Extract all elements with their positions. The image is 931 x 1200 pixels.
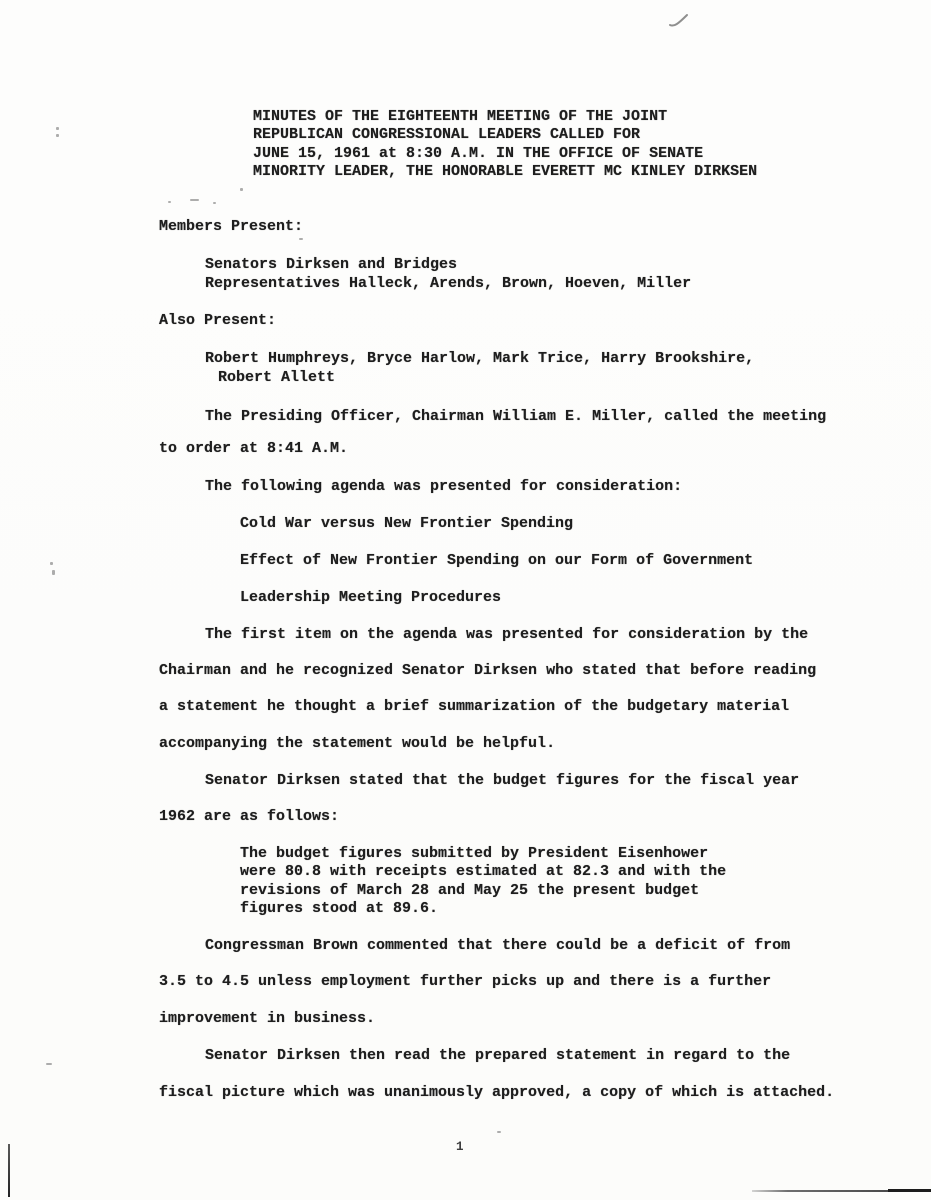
members-present-label: Members Present: <box>159 218 304 235</box>
scan-speck <box>240 188 243 191</box>
scan-speck <box>299 238 303 240</box>
paragraph-line: improvement in business. <box>159 1010 376 1027</box>
header-line: JUNE 15, 1961 at 8:30 A.M. IN THE OFFICE OF SENATE <box>253 145 704 162</box>
agenda-intro-line: The following agenda was presented for consideration: <box>205 478 683 495</box>
agenda-item: Effect of New Frontier Spending on our Form of Government <box>240 552 754 569</box>
header-line: MINUTES OF THE EIGHTEENTH MEETING OF THE JOINT <box>253 108 668 125</box>
budget-quote-line: were 80.8 with receipts estimated at 82.3 and with the <box>240 863 727 880</box>
paragraph-line: 1962 are as follows: <box>159 808 340 825</box>
scan-speck <box>56 134 59 137</box>
budget-quote-line: The budget figures submitted by President Eisenhower <box>240 845 709 862</box>
budget-quote-line: figures stood at 89.6. <box>240 900 439 917</box>
scan-speck <box>497 1131 501 1133</box>
scan-speck <box>50 562 53 565</box>
paragraph-line: Chairman and he recognized Senator Dirksen who stated that before reading <box>159 662 817 679</box>
scan-speck <box>56 127 59 130</box>
scan-edge-line <box>8 1144 10 1197</box>
paragraph-line: accompanying the statement would be helpful. <box>159 735 556 752</box>
paragraph-line: a statement he thought a brief summarization of the budgetary material <box>159 698 790 715</box>
agenda-item: Cold War versus New Frontier Spending <box>240 515 574 532</box>
header-line: REPUBLICAN CONGRESSIONAL LEADERS CALLED FOR <box>253 126 641 143</box>
paragraph-line: to order at 8:41 A.M. <box>159 440 349 457</box>
scan-speck <box>213 202 216 204</box>
paragraph-line: Congressman Brown commented that there could be a deficit of from <box>205 937 791 954</box>
scan-speck <box>190 199 199 201</box>
paragraph-line: 3.5 to 4.5 unless employment further picks up and there is a further <box>159 973 772 990</box>
paragraph-line: Senator Dirksen stated that the budget figures for the fiscal year <box>205 772 800 789</box>
header-line: MINORITY LEADER, THE HONORABLE EVERETT MC KINLEY DIRKSEN <box>253 163 758 180</box>
scan-speck <box>168 201 171 203</box>
scan-speck <box>46 1063 52 1065</box>
attendance-line: Senators Dirksen and Bridges <box>205 256 458 273</box>
scan-speck <box>52 570 55 575</box>
paragraph-line: Senator Dirksen then read the prepared statement in regard to the <box>205 1047 791 1064</box>
agenda-item: Leadership Meeting Procedures <box>240 589 502 606</box>
pen-check-mark <box>668 12 694 30</box>
budget-quote-line: revisions of March 28 and May 25 the present budget <box>240 882 700 899</box>
also-present-label: Also Present: <box>159 312 277 329</box>
paragraph-line: fiscal picture which was unanimously approved, a copy of which is attached. <box>159 1084 835 1101</box>
attendance-line: Robert Allett <box>218 369 336 386</box>
page-number: 1 <box>456 1140 464 1154</box>
paragraph-line: The Presiding Officer, Chairman William E. Miller, called the meeting <box>205 408 827 425</box>
attendance-line: Representatives Halleck, Arends, Brown, Hoeven, Miller <box>205 275 692 292</box>
paragraph-line: The first item on the agenda was presented for consideration by the <box>205 626 809 643</box>
attendance-line: Robert Humphreys, Bryce Harlow, Mark Trice, Harry Brookshire, <box>205 350 755 367</box>
bottom-rule-heavy <box>888 1189 931 1192</box>
